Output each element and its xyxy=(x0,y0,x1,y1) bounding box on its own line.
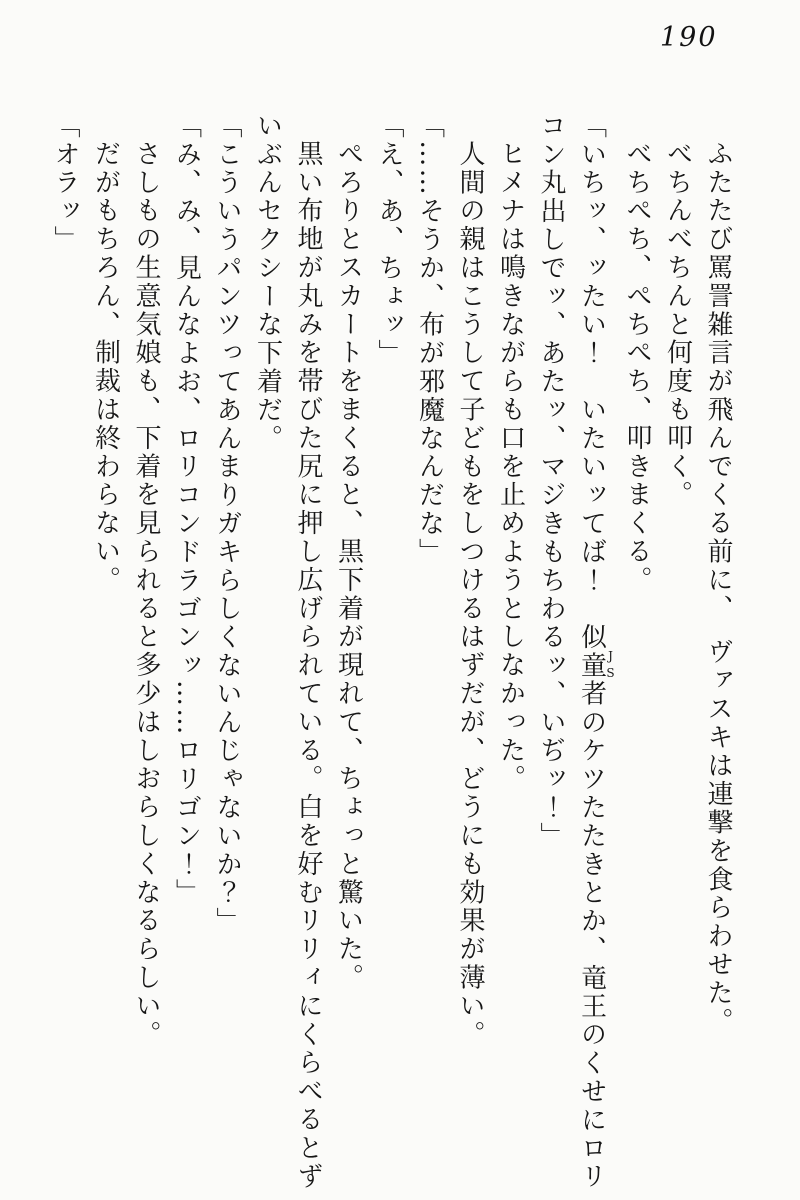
paragraph: ふたたび罵詈雑言が飛んでくる前に、 ヴァスキは連撃を食らわせた。 xyxy=(703,140,733,1036)
paragraph: だがもちろん、制裁は終わらない。 xyxy=(90,140,121,595)
paragraph: 「え、あ、ちょッ」 xyxy=(374,112,404,368)
text-body xyxy=(46,112,738,1197)
paragraph: べちんべちんと何度も叩く。 xyxy=(662,140,693,510)
paragraph: ヒメナは鳴きながらも口を止めようとしなかった。 xyxy=(495,140,526,794)
paragraph: 「……そうか、布が邪魔なんだな」 xyxy=(414,112,445,567)
paragraph: 黒い布地が丸みを帯びた尻に押し広げられている。白を好むリリィにくらべるとずいぶんセクシーな下着だ。 xyxy=(252,112,323,1191)
paragraph: さしもの生意気娘も、下着を見られると多少はしおらしくなるらしい。 xyxy=(131,140,161,1049)
paragraph: 「オラッ」 xyxy=(50,112,80,254)
ruby-text: JS xyxy=(603,623,618,709)
paragraph: ぺろりとスカートをまくると、黒下着が現れて、ちょっと驚いた。 xyxy=(333,140,364,992)
paragraph: 「こういうパンツってあんまりガキらしくないんじゃないか？」 xyxy=(212,112,242,936)
paragraph: 「み、み、見んなよお、ロリコンドラゴンッ……ロリゴン！」 xyxy=(171,112,202,908)
paragraph: べちぺち、ぺちぺち、叩きまくる。 xyxy=(622,140,652,595)
ruby-annotated-word: 似童者JS xyxy=(576,623,618,709)
paragraph: 人間の親はこうして子どもをしつけるはずだが、どうにも効果が薄い。 xyxy=(455,140,485,1049)
paragraph: 「いちッ、ッたい！ いたいッてば！ 似童者JSのケツたたきとか、竜王のくせにロリコン丸出しでッ、あたッ、マジきもちわるッ、いぢッ！」 xyxy=(536,112,618,1192)
page-number: 190 xyxy=(660,22,718,53)
